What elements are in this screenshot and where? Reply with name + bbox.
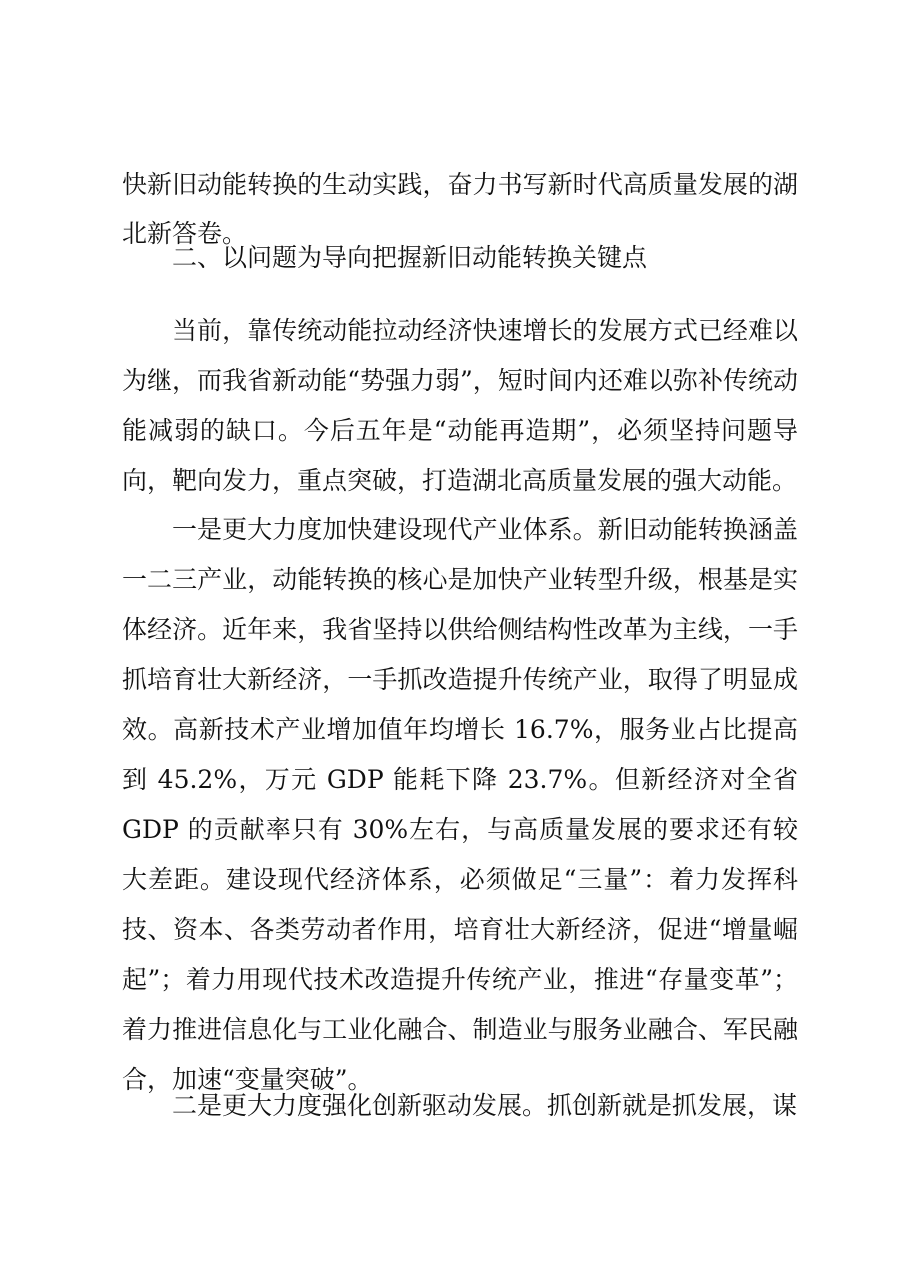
paragraph-industrial-system: 一是更大力度加快建设现代产业体系。新旧动能转换涵盖一二三产业，动能转换的核心是加快产业转型升级，根基是实体经济。近年来，我省坚持以供给侧结构性改革为主线，一手抓培育壮大新经济，一手抓改造提升传统产业，取得了明显成效。高新技术产业增加值年均增长 16.7%，服务业占比提高到 45.2%，万元 GDP 能耗下降 23.7%。但新经济对全省 GDP 的贡献率只有 30%左右，与高质量发展的要求还有较大差距。建设现代经济体系，必须做足“三量”：着力发挥科技、资本、各类劳动者作用，培育壮大新经济，促进“增量崛起”；着力用现代技术改造提升传统产业，推进“存量变革”；着力推进信息化与工业化融合、制造业与服务业融合、军民融合，加速“变量突破”。 bbox=[122, 515, 798, 1094]
paragraph-current-situation: 当前，靠传统动能拉动经济快速增长的发展方式已经难以为继，而我省新动能“势强力弱”，短时间内还难以弥补传统动能减弱的缺口。今后五年是“动能再造期”，必须坚持问题导向，靶向发力，重点突破，打造湖北高质量发展的强大动能。 bbox=[122, 316, 798, 495]
paragraph-innovation: 二是更大力度强化创新驱动发展。抓创新就是抓发展，谋 bbox=[172, 1091, 798, 1120]
section-heading: 二、以问题为导向把握新旧动能转换关键点 bbox=[172, 243, 648, 272]
paragraph-continuation: 快新旧动能转换的生动实践，奋力书写新时代高质量发展的湖北新答卷。 bbox=[122, 170, 798, 248]
